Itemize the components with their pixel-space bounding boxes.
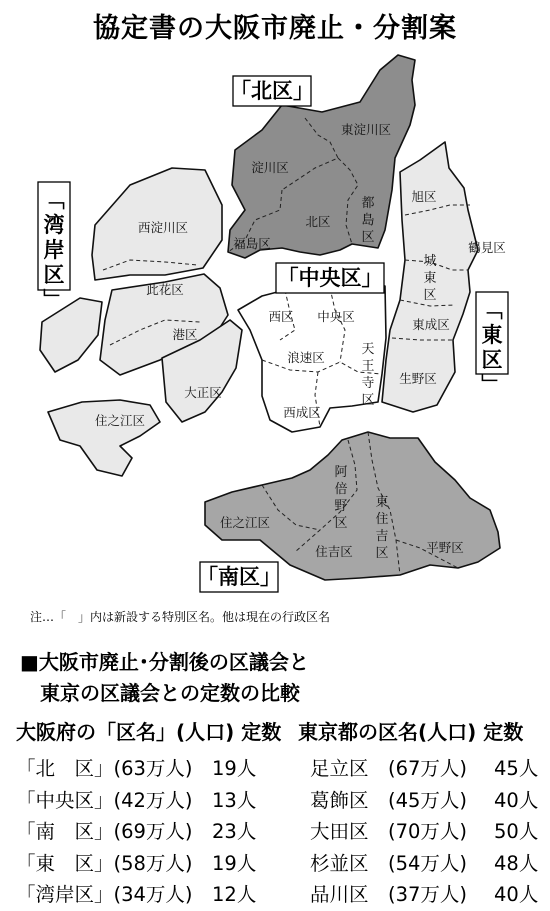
ward-label-tennoji: 天王寺区 <box>361 342 375 408</box>
osaka-ward-cell: 「北 区」(63万人) <box>16 757 193 780</box>
osaka-ward-cell: 「南 区」(69万人) <box>16 820 193 843</box>
ward-label-naniwa: 浪速区 <box>287 350 325 365</box>
ward-label-tsurumi: 鶴見区 <box>468 240 506 255</box>
ward-label-sumiyoshi: 住吉区 <box>315 544 353 559</box>
table-header-osaka: 大阪府の「区名」(人口) 定数 <box>16 720 282 744</box>
table-row <box>0 816 550 848</box>
osaka-seats-cell: 12人 <box>212 883 257 906</box>
map-note: 注…「 」内は新設する特別区名。他は現在の行政区名 <box>30 610 331 624</box>
ward-label-chuoku: 中央区 <box>317 309 355 324</box>
osaka-seats-cell: 13人 <box>212 788 257 812</box>
block-label-chuo: 「中央区」 <box>277 266 383 290</box>
section-title-line2: 東京の区議会との定数の比較 <box>20 681 300 705</box>
osaka-ward-cell: 「湾岸区」(34万人) <box>16 883 193 906</box>
district-map <box>0 48 550 608</box>
ward-label-nishiyodogawa: 西淀川区 <box>137 220 189 235</box>
tokyo-ward-cell: 大田区 (70万人) <box>310 820 468 843</box>
tokyo-ward-cell: 杉並区 (54万人) <box>310 851 468 875</box>
ward-label-kita: 北区 <box>305 214 331 229</box>
tokyo-seats-cell: 45人 <box>494 757 539 780</box>
ward-label-konohana: 此花区 <box>146 282 184 297</box>
tokyo-ward-cell: 品川区 (37万人) <box>310 883 468 906</box>
ward-label-nishi: 西区 <box>268 309 294 324</box>
ward-label-nishinari: 西成区 <box>283 405 321 420</box>
block-label-kita: 「北区」 <box>230 79 314 103</box>
ward-label-joto: 城東区 <box>423 254 437 303</box>
ward-label-higashisumiyoshi: 東住吉区 <box>375 495 389 561</box>
tokyo-seats-cell: 40人 <box>494 788 539 812</box>
ward-label-higashiyodogawa: 東淀川区 <box>340 122 392 137</box>
ward-label-suminoe-west: 住之江区 <box>94 413 146 428</box>
osaka-seats-cell: 23人 <box>212 820 257 843</box>
table-row <box>0 879 550 911</box>
ward-label-fukushima: 福島区 <box>233 236 271 251</box>
ward-label-higashinari: 東成区 <box>412 317 450 332</box>
osaka-seats-cell: 19人 <box>212 851 257 875</box>
table-row <box>0 753 550 785</box>
table-row <box>0 848 550 880</box>
ward-label-suminoe-south: 住之江区 <box>219 515 271 530</box>
ward-label-yodogawa: 淀川区 <box>251 160 289 175</box>
ward-label-abeno: 阿倍野区 <box>334 465 348 531</box>
ward-label-minato: 港区 <box>172 327 198 342</box>
tokyo-seats-cell: 40人 <box>494 883 539 906</box>
tokyo-seats-cell: 50人 <box>494 820 539 843</box>
table-header-tokyo: 東京都の区名(人口) 定数 <box>298 720 524 744</box>
region-wangan-island[interactable] <box>48 400 160 476</box>
table-row <box>0 785 550 817</box>
ward-label-ikuno: 生野区 <box>399 371 437 386</box>
osaka-seats-cell: 19人 <box>212 757 257 780</box>
ward-label-miyakojima: 都島区 <box>361 196 375 245</box>
section-title-line1: ■大阪市廃止･分割後の区議会と <box>20 650 309 674</box>
tokyo-ward-cell: 葛飾区 (45万人) <box>310 788 468 812</box>
block-label-higashi: ﹁東区﹂ <box>481 298 503 397</box>
ward-label-taisho: 大正区 <box>184 385 222 400</box>
block-label-minami: 「南区」 <box>197 565 281 589</box>
osaka-ward-cell: 「中央区」(42万人) <box>16 788 193 812</box>
page-title: 協定書の大阪市廃止・分割案 <box>93 13 457 44</box>
tokyo-ward-cell: 足立区 (67万人) <box>310 757 468 780</box>
ward-label-asahi: 旭区 <box>411 189 437 204</box>
tokyo-seats-cell: 48人 <box>494 851 539 875</box>
block-label-wangan: ﹁湾岸区﹂ <box>43 188 65 312</box>
osaka-ward-cell: 「東 区」(58万人) <box>16 851 193 875</box>
ward-label-hirano: 平野区 <box>426 540 464 555</box>
